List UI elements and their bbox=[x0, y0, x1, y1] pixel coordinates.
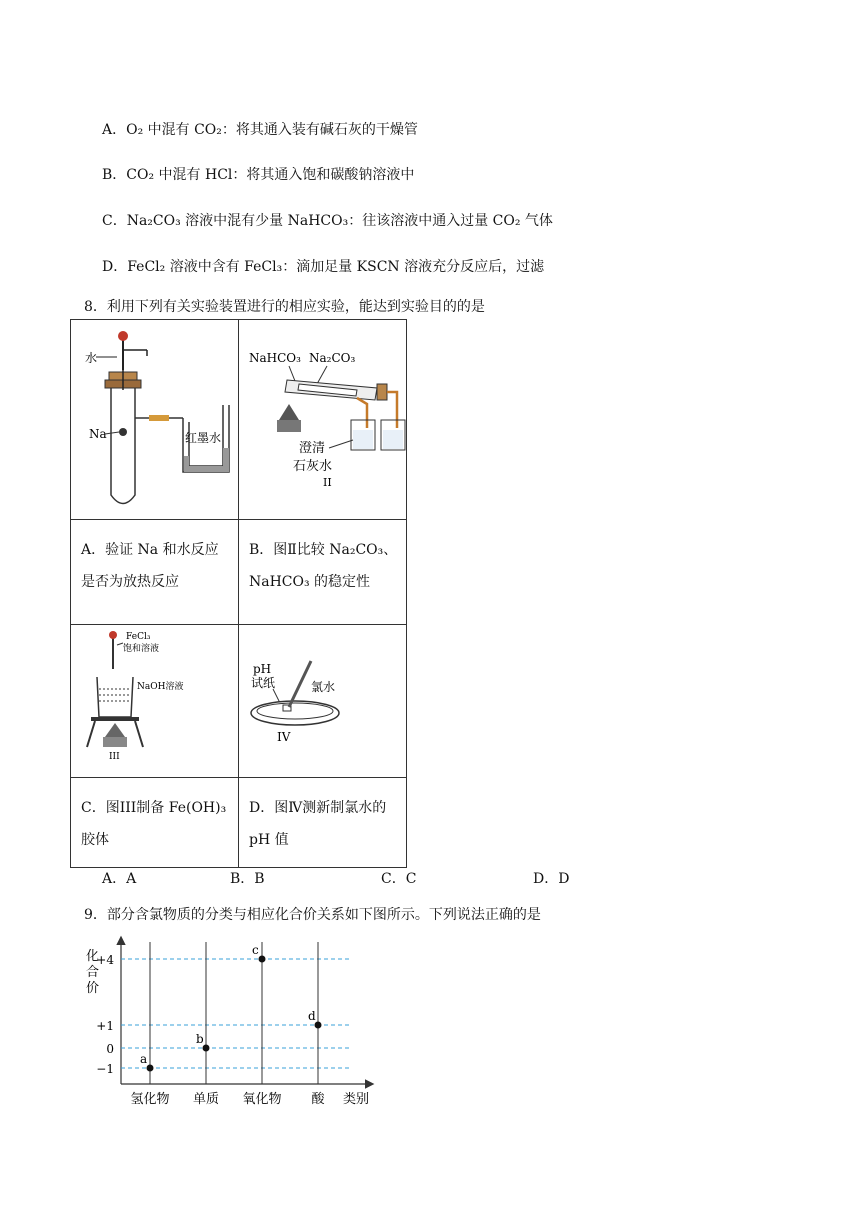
option-c-line1: C．图III制备 Fe(OH)₃ bbox=[81, 800, 227, 816]
choice-d: D．D bbox=[533, 871, 570, 887]
figure-3-cell bbox=[71, 625, 239, 778]
label-fecl3-1: FeCl₃ bbox=[126, 632, 151, 642]
label-na: Na bbox=[89, 427, 107, 441]
option-d-line2: pH 值 bbox=[249, 832, 289, 848]
label-limewater-1: 澄清 bbox=[299, 441, 326, 456]
ph-test-apparatus bbox=[239, 625, 406, 773]
data-point-label: c bbox=[252, 943, 259, 957]
y-tick-label: +1 bbox=[96, 1019, 114, 1033]
na-water-apparatus bbox=[71, 320, 238, 515]
carbonate-stability-apparatus bbox=[239, 320, 406, 515]
y-axis-label-2: 合 bbox=[86, 965, 100, 980]
option-b: B．CO₂ 中混有 HCl：将其通入饱和碳酸钠溶液中 bbox=[102, 167, 415, 183]
label-chlorine-water: 氯水 bbox=[311, 680, 336, 694]
experiment-table bbox=[70, 319, 407, 868]
label-na2co3: Na₂CO₃ bbox=[309, 351, 356, 365]
x-axis-label: 类别 bbox=[343, 1092, 370, 1107]
option-d-cell bbox=[239, 778, 407, 868]
option-b-line2: NaHCO₃ 的稳定性 bbox=[249, 574, 371, 590]
y-axis-label-3: 价 bbox=[86, 981, 100, 996]
label-water: 水 bbox=[85, 351, 98, 365]
question-8-stem: 8．利用下列有关实验装置进行的相应实验，能达到实验目的的是 bbox=[84, 299, 485, 315]
y-axis-label-1: 化 bbox=[86, 949, 100, 964]
option-c: C．Na₂CO₃ 溶液中混有少量 NaHCO₃：往该溶液中通入过量 CO₂ 气体 bbox=[102, 213, 553, 229]
option-a-line2: 是否为放热反应 bbox=[81, 574, 179, 590]
data-point bbox=[147, 1065, 154, 1072]
option-a-cell bbox=[71, 520, 239, 625]
y-tick-label: 0 bbox=[106, 1042, 114, 1056]
figure-4-label: IV bbox=[277, 730, 291, 744]
x-tick-label: 酸 bbox=[311, 1092, 325, 1107]
option-b-cell bbox=[239, 520, 407, 625]
choice-a: A．A bbox=[102, 871, 137, 887]
option-c-line2: 胶体 bbox=[81, 832, 109, 848]
option-a: A．O₂ 中混有 CO₂：将其通入装有碱石灰的干燥管 bbox=[102, 122, 418, 138]
option-c-cell bbox=[71, 778, 239, 868]
choice-c: C．C bbox=[381, 871, 417, 887]
data-point-label: a bbox=[140, 1052, 148, 1066]
option-b-line1: B．图Ⅱ比较 Na₂CO₃、 bbox=[249, 542, 398, 558]
colloid-apparatus bbox=[71, 625, 238, 773]
question-9-stem: 9．部分含氯物质的分类与相应化合价关系如下图所示。下列说法正确的是 bbox=[84, 907, 541, 923]
y-tick-label: −1 bbox=[96, 1062, 114, 1076]
data-point-label: d bbox=[308, 1009, 316, 1023]
label-limewater-2: 石灰水 bbox=[293, 459, 333, 474]
label-ink: 红墨水 bbox=[185, 431, 222, 445]
data-point bbox=[259, 956, 266, 963]
label-nahco3: NaHCO₃ bbox=[249, 351, 301, 365]
x-tick-label: 单质 bbox=[192, 1092, 220, 1107]
figure-2-label: II bbox=[323, 476, 332, 489]
label-ph-2: 试纸 bbox=[251, 676, 276, 690]
option-a-line1: A．验证 Na 和水反应 bbox=[81, 542, 219, 558]
x-tick-label: 氧化物 bbox=[242, 1092, 282, 1107]
y-tick-label: +4 bbox=[96, 953, 114, 967]
option-d: D．FeCl₂ 溶液中含有 FeCl₃：滴加足量 KSCN 溶液充分反应后，过滤 bbox=[102, 259, 545, 275]
figure-2-cell bbox=[239, 320, 407, 520]
option-d-line1: D．图Ⅳ测新制氯水的 bbox=[249, 800, 387, 816]
chlorine-valence-chart bbox=[70, 930, 390, 1115]
label-naoh: NaOH溶液 bbox=[137, 682, 184, 692]
data-point-label: b bbox=[196, 1032, 204, 1046]
x-tick-label: 氢化物 bbox=[130, 1092, 170, 1107]
figure-1-cell bbox=[71, 320, 239, 520]
figure-4-cell bbox=[239, 625, 407, 778]
label-fecl3-2: 饱和溶液 bbox=[123, 644, 160, 654]
figure-3-label: III bbox=[109, 752, 120, 762]
choice-b: B．B bbox=[230, 871, 265, 887]
label-ph-1: pH bbox=[253, 662, 272, 676]
